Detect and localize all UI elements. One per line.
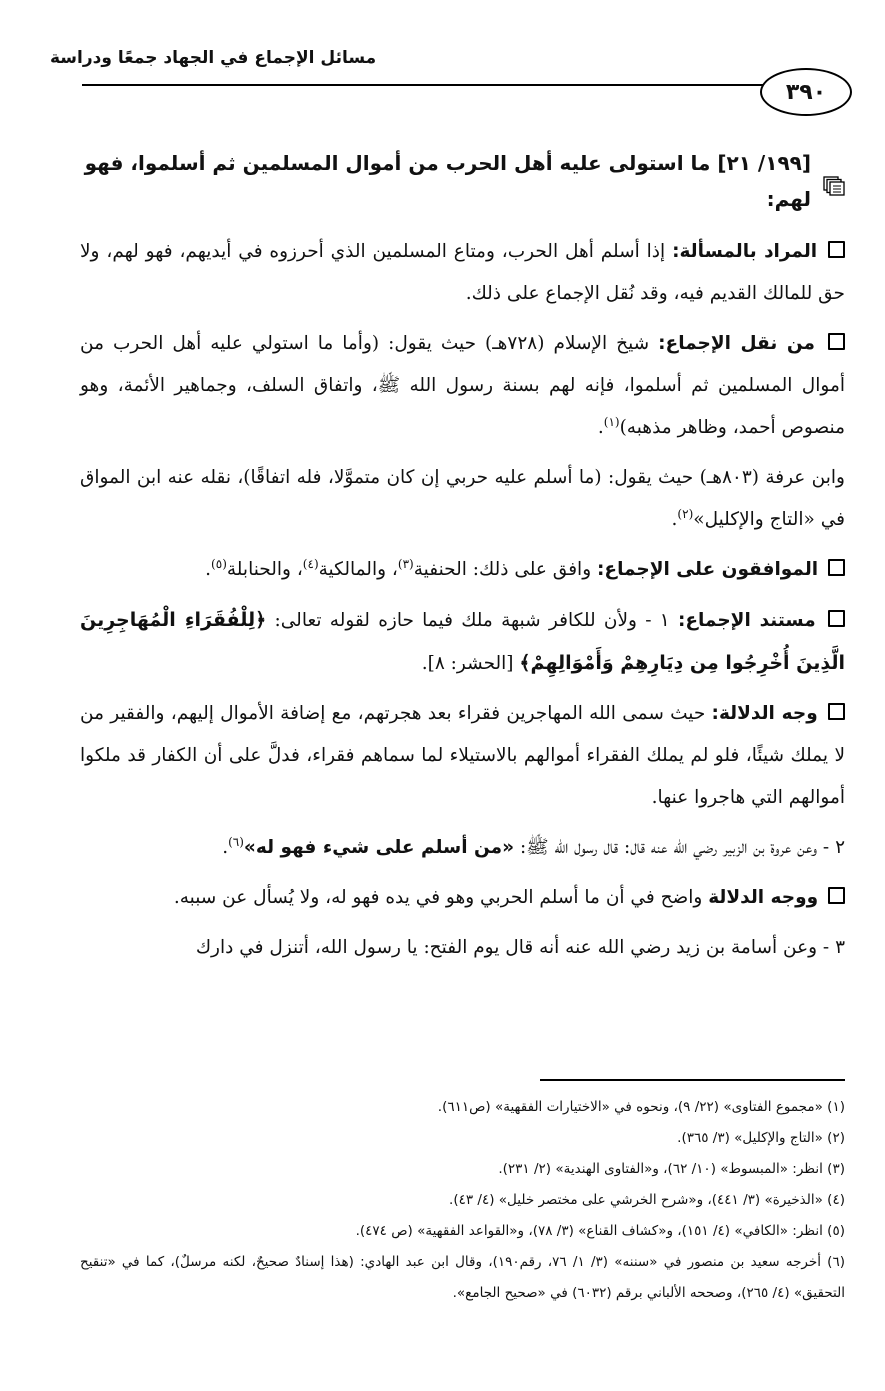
footnotes [80, 1092, 845, 1309]
square-bullet-icon [828, 559, 845, 576]
muwafiqun-label: الموافقون على الإجماع: [597, 559, 819, 580]
footnote-ref-3: (٣) [397, 556, 414, 571]
footnote-separator [540, 1079, 845, 1081]
wajh-dalala-2-label: ووجه الدلالة [708, 887, 819, 908]
issue-heading [80, 145, 845, 217]
murad-label: المراد بالمسألة: [672, 241, 818, 262]
footnote-ref-1: (١) [603, 414, 620, 429]
urwa-paragraph: ٢ - وعن عروة بن الزبير رضي الله عنه قال: قال رسول الله ﷺ: «من أسلم على شيء فهو له»$^{(٦)}$. [222, 834, 845, 858]
usama-paragraph [80, 927, 845, 969]
page-number: ٣٩٠ [760, 68, 852, 116]
stacked-pages-icon [823, 171, 845, 191]
footnote-ref-5: (٥) [211, 556, 227, 571]
ibn-arafa-text: وابن عرفة (٨٠٣هـ) حيث يقول: (ما أسلم عليه حربي إن كان متموَّلا، فله اتفاقًا)، نقله عنه ابن المواق في «التاج والإكليل» [80, 467, 845, 530]
wajh-dalala-2-text: واضح في أن ما أسلم الحربي وهو في يده فهو له، ولا يُسأل عن سببه. [173, 887, 703, 908]
wajh-dalala-1-paragraph [80, 693, 845, 819]
footnote-2: (٢) «التاج والإكليل» (٣/ ٣٦٥). [677, 1130, 845, 1146]
footnote-ref-6: (٦) [228, 834, 244, 849]
header-rule [82, 84, 765, 86]
footnote-ref-2: (٢) [677, 506, 694, 521]
hadith-text: «من أسلم على شيء فهو له» [243, 837, 515, 858]
ibn-arafa-paragraph: وابن عرفة (٨٠٣هـ) حيث يقول: (ما أسلم عليه حربي إن كان متموَّلا، فله اتفاقًا)، نقله عنه ابن المواق في «التاج والإكليل»$^{(٢)}$. [80, 467, 845, 530]
murad-text: إذا أسلم أهل الحرب، ومتاع المسلمين الذي أحرزوه في أيديهم، فهو لهم، ولا حق للمالك القديم فيه، وقد نُقل الإجماع على ذلك. [80, 241, 845, 304]
mustanad-paragraph [80, 599, 845, 685]
footnote-5: (٥) انظر: «الكافي» (٤/ ١٥١)، و«كشاف القناع» (٣/ ٧٨)، و«القواعد الفقهية» (ص ٤٧٤). [355, 1223, 845, 1239]
quran-verse: ﴿لِلْفُقَرَاءِ الْمُهَاجِرِينَ الَّذِينَ أُخْرِجُوا مِن دِيَارِهِمْ وَأَمْوَالِهِمْ﴾ [80, 609, 845, 674]
footnote-ref-4: (٤) [302, 556, 319, 571]
footnote-1: (١) «مجموع الفتاوى» (٢٢/ ٩)، ونحوه في «الاختيارات الفقهية» (ص٦١١). [437, 1099, 845, 1115]
issue-title: [١٩٩/ ٢١] ما استولى عليه أهل الحرب من أموال المسلمين ثم أسلموا، فهو لهم: [84, 151, 811, 211]
running-title: مسائل الإجماع في الجهاد جمعًا ودراسة [50, 48, 377, 68]
quran-citation: [الحشر: ٨]. [421, 653, 514, 674]
muwafiqun-text-1: وافق على ذلك: الحنفية [413, 559, 592, 580]
wajh-dalala-1-text: حيث سمى الله المهاجرين فقراء بعد هجرتهم، مع إضافة الأموال إليهم، والفقير من لا يملك شيئًا، فلو لم يملك الفقراء أموالهم بالاستيلاء لما سماهم فقراء، فدلَّ على أن الكفار قد ملكوا أموالهم التي هاجروا عنها. [80, 703, 845, 808]
square-bullet-icon [828, 703, 845, 720]
body-text [80, 145, 845, 977]
murad-paragraph [80, 231, 845, 315]
wajh-dalala-1-label: وجه الدلالة: [711, 703, 818, 724]
square-bullet-icon [828, 241, 845, 258]
footnote-3: (٣) انظر: «المبسوط» (١٠/ ٦٢)، و«الفتاوى الهندية» (٢/ ٢٣١). [498, 1161, 845, 1177]
square-bullet-icon [828, 887, 845, 904]
footnote-6: (٦) أخرجه سعيد بن منصور في «سننه» (٣/ ١/ ٧٦، رقم١٩٠)، وقال ابن عبد الهادي: (هذا إسنادٌ صحيحٌ، لكنه مرسلٌ)، كما في «تنقيح التحقيق» (٤/ ٢٦٥)، وصححه الألباني برقم (٦٠٣٢) في «صحيح الجامع». [80, 1254, 846, 1301]
square-bullet-icon [828, 610, 845, 627]
mustanad-text: ١ - ولأن للكافر شبهة ملك فيما حازه لقوله تعالى: [274, 610, 670, 631]
mustanad-label: مستند الإجماع: [677, 610, 816, 631]
naql-text: شيخ الإسلام (٧٢٨هـ) حيث يقول: (وأما ما استولي عليه أهل الحرب من أموال المسلمين ثم أسلموا، فإنه لهم بسنة رسول الله ﷺ، واتفاق السلف، وجماهير الأئمة، وهو منصوص أحمد، وظاهر مذهبه) [80, 333, 845, 438]
usama-text: ٣ - وعن أسامة بن زيد رضي الله عنه أنه قال يوم الفتح: يا رسول الله، أتنزل في دارك [195, 937, 845, 958]
square-bullet-icon [828, 333, 845, 350]
urwa-text: ٢ - وعن عروة بن الزبير رضي الله عنه قال: قال رسول الله ﷺ: [519, 837, 845, 858]
muwafiqun-text-3: ، والحنابلة [226, 559, 303, 580]
muwafiqun-text-2: ، والمالكية [318, 559, 398, 580]
footnote-4: (٤) «الذخيرة» (٣/ ٤٤١)، و«شرح الخرشي على مختصر خليل» (٤/ ٤٣). [449, 1192, 845, 1208]
muwafiqun-paragraph: الموافقون على الإجماع: وافق على ذلك: الحنفية$^{(٣)}$، والمالكية$^{(٤)}$، والحنابلة$^{(٥)}$. [80, 549, 845, 591]
naql-label: من نقل الإجماع: [658, 333, 815, 354]
wajh-dalala-2-paragraph [80, 877, 845, 919]
naql-paragraph: من نقل الإجماع: شيخ الإسلام (٧٢٨هـ) حيث يقول: (وأما ما استولي عليه أهل الحرب من أموال المسلمين ثم أسلموا، فإنه لهم بسنة رسول الله ﷺ، واتفاق السلف، وجماهير الأئمة، وهو منصوص أحمد، وظاهر مذهبه)$^{(١)}$. [80, 333, 845, 438]
